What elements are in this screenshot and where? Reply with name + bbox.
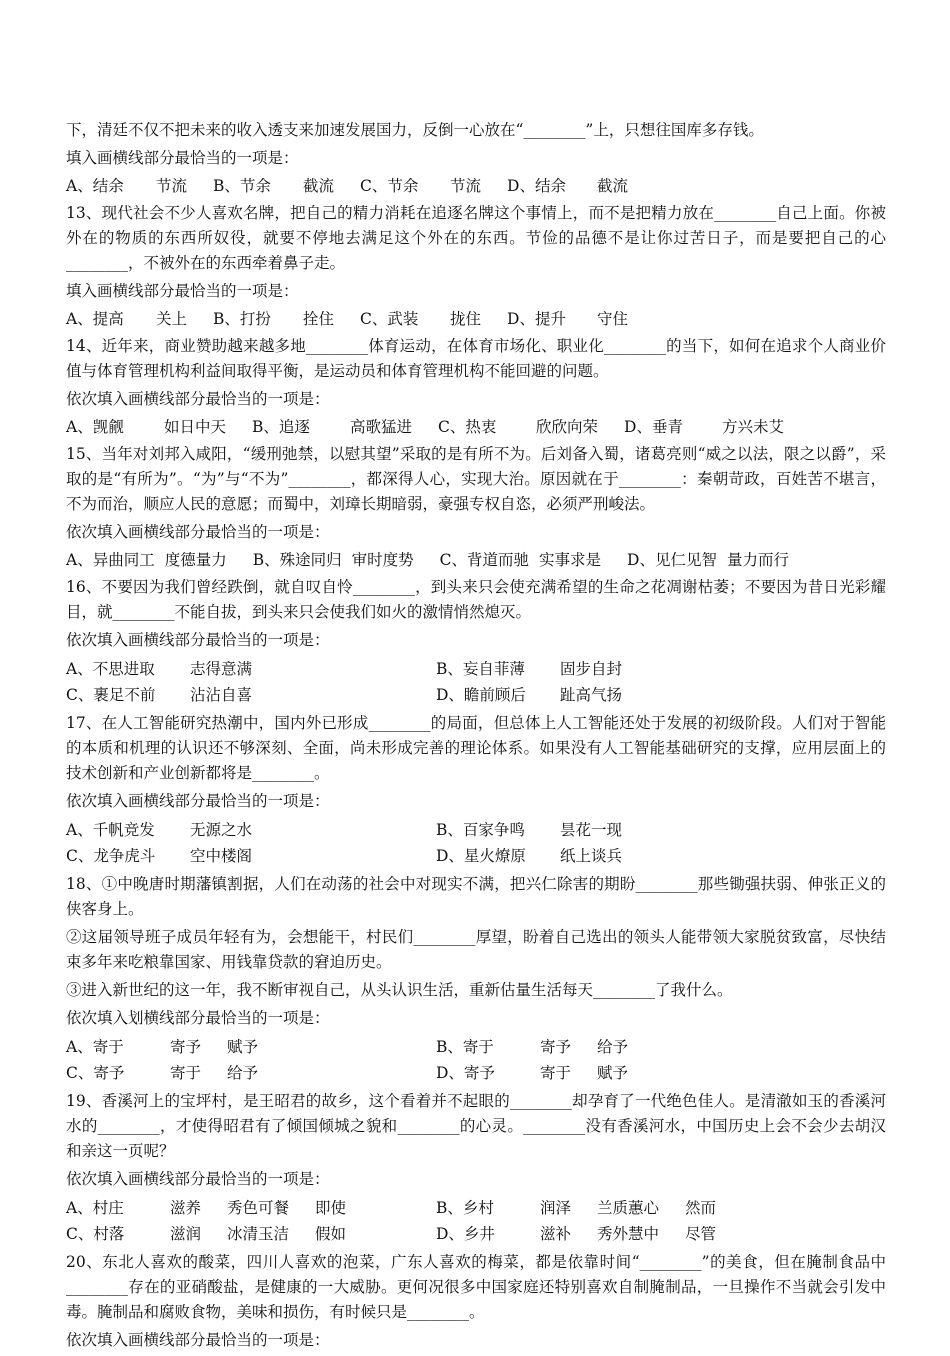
q18-prompt: 依次填入划横线部分最恰当的一项是： xyxy=(66,1009,330,1027)
q14-text: 14、近年来，商业赞助越来越多地________体育运动，在体育市场化、职业化________的当下，如何在追求个人商业价值与体育管理机构利益间取得平衡，是运动员和体育管理机构不能回避的问题。 xyxy=(66,337,886,380)
q15-options xyxy=(66,548,886,573)
q17-options-row-2 xyxy=(66,843,886,869)
q18-options-row-1 xyxy=(66,1034,886,1060)
q19-option-b: B、乡村 润泽 兰质蕙心 然而 xyxy=(436,1199,717,1217)
q18-options-row-2 xyxy=(66,1060,886,1086)
q12-option-c: C、节余 节流 xyxy=(360,177,482,195)
q12-continuation: 下，清廷不仅不把未来的收入透支来加速发展国力，反倒一心放在“________”上，只想往国库多存钱。 xyxy=(66,121,764,139)
q18-option-a: A、寄于 寄予 赋予 xyxy=(66,1038,259,1056)
q16-option-b: B、妄自菲薄 固步自封 xyxy=(436,660,623,678)
q17-prompt: 依次填入画横线部分最恰当的一项是： xyxy=(66,792,330,810)
q18-option-c: C、寄予 寄于 给予 xyxy=(66,1064,259,1082)
q18-option-b: B、寄于 寄予 给予 xyxy=(436,1038,629,1056)
q14-option-c: C、热衷 欣欣向荣 xyxy=(438,418,599,436)
q16-options-row-1 xyxy=(66,656,886,682)
q13-option-a: A、提高 关上 xyxy=(66,310,188,328)
q17-option-a: A、千帆竞发 无源之水 xyxy=(66,821,253,839)
q12-option-a: A、结余 节流 xyxy=(66,177,188,195)
q18-sentence-1: 18、①中晚唐时期藩镇割据，人们在动荡的社会中对现实不满，把兴仁除害的期盼________那些锄强扶弱、伸张正义的侠客身上。 xyxy=(66,875,886,918)
q15-prompt: 依次填入画横线部分最恰当的一项是： xyxy=(66,523,330,541)
q16-option-c: C、裹足不前 沾沾自喜 xyxy=(66,686,253,704)
q16-option-a: A、不思进取 志得意满 xyxy=(66,660,253,678)
q20-text: 20、东北人喜欢的酸菜，四川人喜欢的泡菜，广东人喜欢的梅菜，都是依靠时间“________”的美食，但在腌制食品中________存在的亚硝酸盐，是健康的一大威胁。更何况很多中国家庭还特别喜欢自制腌制品，一旦操作不当就会引发中毒。腌制品和腐败食物，美味和损伤，有时候只是________。 xyxy=(66,1253,886,1321)
q12-option-b: B、节余 截流 xyxy=(213,177,335,195)
q19-option-d: D、乡井 滋补 秀外慧中 尽管 xyxy=(436,1225,717,1243)
q17-text: 17、在人工智能研究热潮中，国内外已形成________的局面，但总体上人工智能还处于发展的初级阶段。人们对于智能的本质和机理的认识还不够深刻、全面，尚未形成完善的理论体系。如果没有人工智能基础研究的支撑，应用层面上的技术创新和产业创新都将是________。 xyxy=(66,714,886,782)
q17-option-b: B、百家争鸣 昙花一现 xyxy=(436,821,623,839)
q14-option-b: B、追逐 高歌猛进 xyxy=(252,418,413,436)
q17-option-d: D、星火燎原 纸上谈兵 xyxy=(436,847,623,865)
q18-option-d: D、寄予 寄于 赋予 xyxy=(436,1064,629,1082)
q19-option-c: C、村落 滋润 冰清玉洁 假如 xyxy=(66,1225,347,1243)
q13-text: 13、现代社会不少人喜欢名牌，把自己的精力消耗在追逐名牌这个事情上，而不是把精力放在________自己上面。你被外在的物质的东西所奴役，就要不停地去满足这个外在的东西。节俭的品德不是让你过苦日子，而是要把自己的心________，不被外在的东西牵着鼻子走。 xyxy=(66,204,886,272)
q17-option-c: C、龙争虎斗 空中楼阁 xyxy=(66,847,253,865)
q18-sentence-3: ③进入新世纪的这一年，我不断审视自己，从头认识生活，重新估量生活每天________了我什么。 xyxy=(66,981,733,999)
q19-option-a: A、村庄 滋养 秀色可餐 即使 xyxy=(66,1199,347,1217)
q12-prompt: 填入画横线部分最恰当的一项是： xyxy=(66,149,299,167)
q13-options xyxy=(66,307,886,332)
q16-text: 16、不要因为我们曾经跌倒，就自叹自怜________，到头来只会使充满希望的生命之花凋谢枯萎；不要因为昔日光彩耀目，就________不能自拔，到头来只会使我们如火的激情悄然熄灭。 xyxy=(66,578,886,621)
q15-option-b: B、殊途同归 审时度势 xyxy=(252,551,414,569)
q16-option-d: D、瞻前顾后 趾高气扬 xyxy=(436,686,623,704)
q13-option-d: D、提升 守住 xyxy=(507,310,629,328)
q19-options-row-2 xyxy=(66,1221,886,1247)
q18-sentence-2: ②这届领导班子成员年轻有为，会想能干，村民们________厚望，盼着自己选出的领头人能带领大家脱贫致富，尽快结束多年来吃粮靠国家、用钱靠贷款的窘迫历史。 xyxy=(66,928,886,971)
q15-option-d: D、见仁见智 量力而行 xyxy=(627,551,789,569)
q16-options-row-2 xyxy=(66,682,886,708)
q20-prompt: 依次填入画横线部分最恰当的一项是： xyxy=(66,1331,330,1349)
q13-option-c: C、武装 拢住 xyxy=(360,310,482,328)
document-page xyxy=(66,118,886,1356)
q15-text: 15、当年对刘邦入咸阳，“缓刑弛禁，以慰其望”采取的是有所不为。后刘备入蜀，诸葛亮则“威之以法，限之以爵”，采取的是“有所为”。“为”与“不为”________，都深得人心，实现大治。原因就在于________：秦朝苛政，百姓苦不堪言，不为而治，顺应人民的意愿；而蜀中，刘璋长期暗弱，豪强专权自恣，必须严刑峻法。 xyxy=(66,445,886,513)
q15-option-a: A、异曲同工 度德量力 xyxy=(66,551,227,569)
q19-text: 19、香溪河上的宝坪村，是王昭君的故乡，这个看着并不起眼的________却孕育了一代绝色佳人。是清澈如玉的香溪河水的________，才使得昭君有了倾国倾城之貌和________的心灵。________没有香溪河水，中国历史上会不会少去胡汉和亲这一页呢？ xyxy=(66,1092,886,1160)
q14-prompt: 依次填入画横线部分最恰当的一项是： xyxy=(66,390,330,408)
q12-option-d: D、结余 截流 xyxy=(507,177,629,195)
q14-option-d: D、垂青 方兴未艾 xyxy=(624,418,785,436)
q14-options xyxy=(66,415,886,440)
q19-prompt: 依次填入画横线部分最恰当的一项是： xyxy=(66,1170,330,1188)
q14-option-a: A、觊觎 如日中天 xyxy=(66,418,227,436)
q12-options xyxy=(66,174,886,199)
q17-options-row-1 xyxy=(66,817,886,843)
q15-option-c: C、背道而驰 实事求是 xyxy=(439,551,602,569)
q16-prompt: 依次填入画横线部分最恰当的一项是： xyxy=(66,631,330,649)
q13-prompt: 填入画横线部分最恰当的一项是： xyxy=(66,282,299,300)
q19-options-row-1 xyxy=(66,1195,886,1221)
q13-option-b: B、打扮 拴住 xyxy=(213,310,335,328)
